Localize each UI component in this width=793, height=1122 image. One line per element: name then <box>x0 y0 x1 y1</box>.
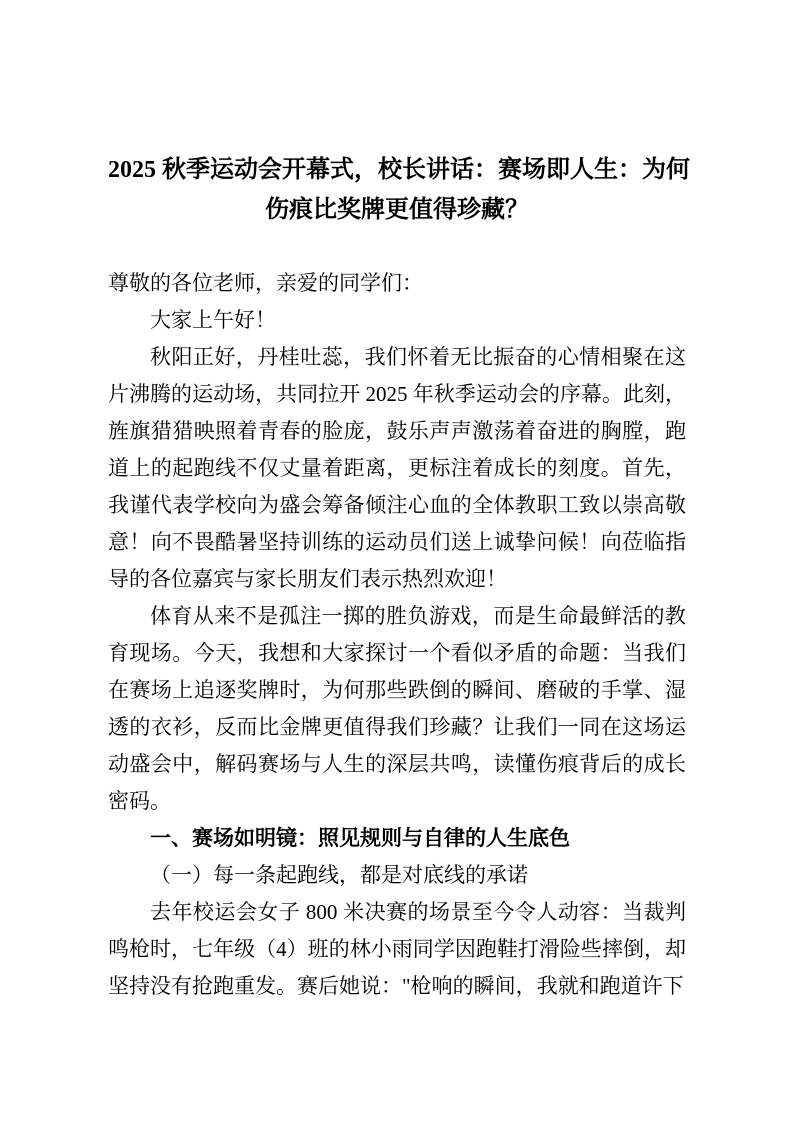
salutation-line: 尊敬的各位老师，亲爱的同学们： <box>108 271 423 295</box>
doc-title <box>108 150 690 230</box>
theme-paragraph: 体育从来不是孤注一掷的胜负游戏，而是生命最鲜活的教育现场。今天，我想和大家探讨一个看似矛盾的命题：当我们在赛场上追逐奖牌时，为何那些跌倒的瞬间、磨破的手掌、湿透的衣衫，反而比金牌更值得我们珍藏？让我们一同在这场运动盛会中，解码赛场与人生的深层共鸣，读懂伤痕背后的成长密码。 <box>108 604 686 813</box>
greeting-line: 大家上午好！ <box>150 308 276 332</box>
document-body <box>108 265 686 1005</box>
example-paragraph: 去年校运会女子 800 米决赛的场景至今令人动容：当裁判鸣枪时，七年级（4）班的林小雨同学因跑鞋打滑险些摔倒，却坚持没有抢跑重发。赛后她说："枪响的瞬间，我就和跑道许下 <box>108 900 686 998</box>
subsection-heading-1-1: （一）每一条起跑线，都是对底线的承诺 <box>150 863 528 887</box>
section-heading-1: 一、赛场如明镜：照见规则与自律的人生底色 <box>150 826 570 850</box>
doc-title-line-2: 伤痕比奖牌更值得珍藏？ <box>265 197 529 223</box>
doc-title-line-1: 2025 秋季运动会开幕式，校长讲话：赛场即人生：为何 <box>108 157 690 183</box>
opening-paragraph: 秋阳正好，丹桂吐蕊，我们怀着无比振奋的心情相聚在这片沸腾的运动场，共同拉开 2025 年秋季运动会的序幕。此刻，旌旗猎猎映照着青春的脸庞，鼓乐声声激荡着奋进的胸膛，跑道上的起跑线不仅丈量着距离，更标注着成长的刻度。首先，我谨代表学校向为盛会筹备倾注心血的全体教职工致以崇高敬意！向不畏酷暑坚持训练的运动员们送上诚挚问候！向莅临指导的各位嘉宾与家长朋友们表示热烈欢迎！ <box>108 345 686 591</box>
